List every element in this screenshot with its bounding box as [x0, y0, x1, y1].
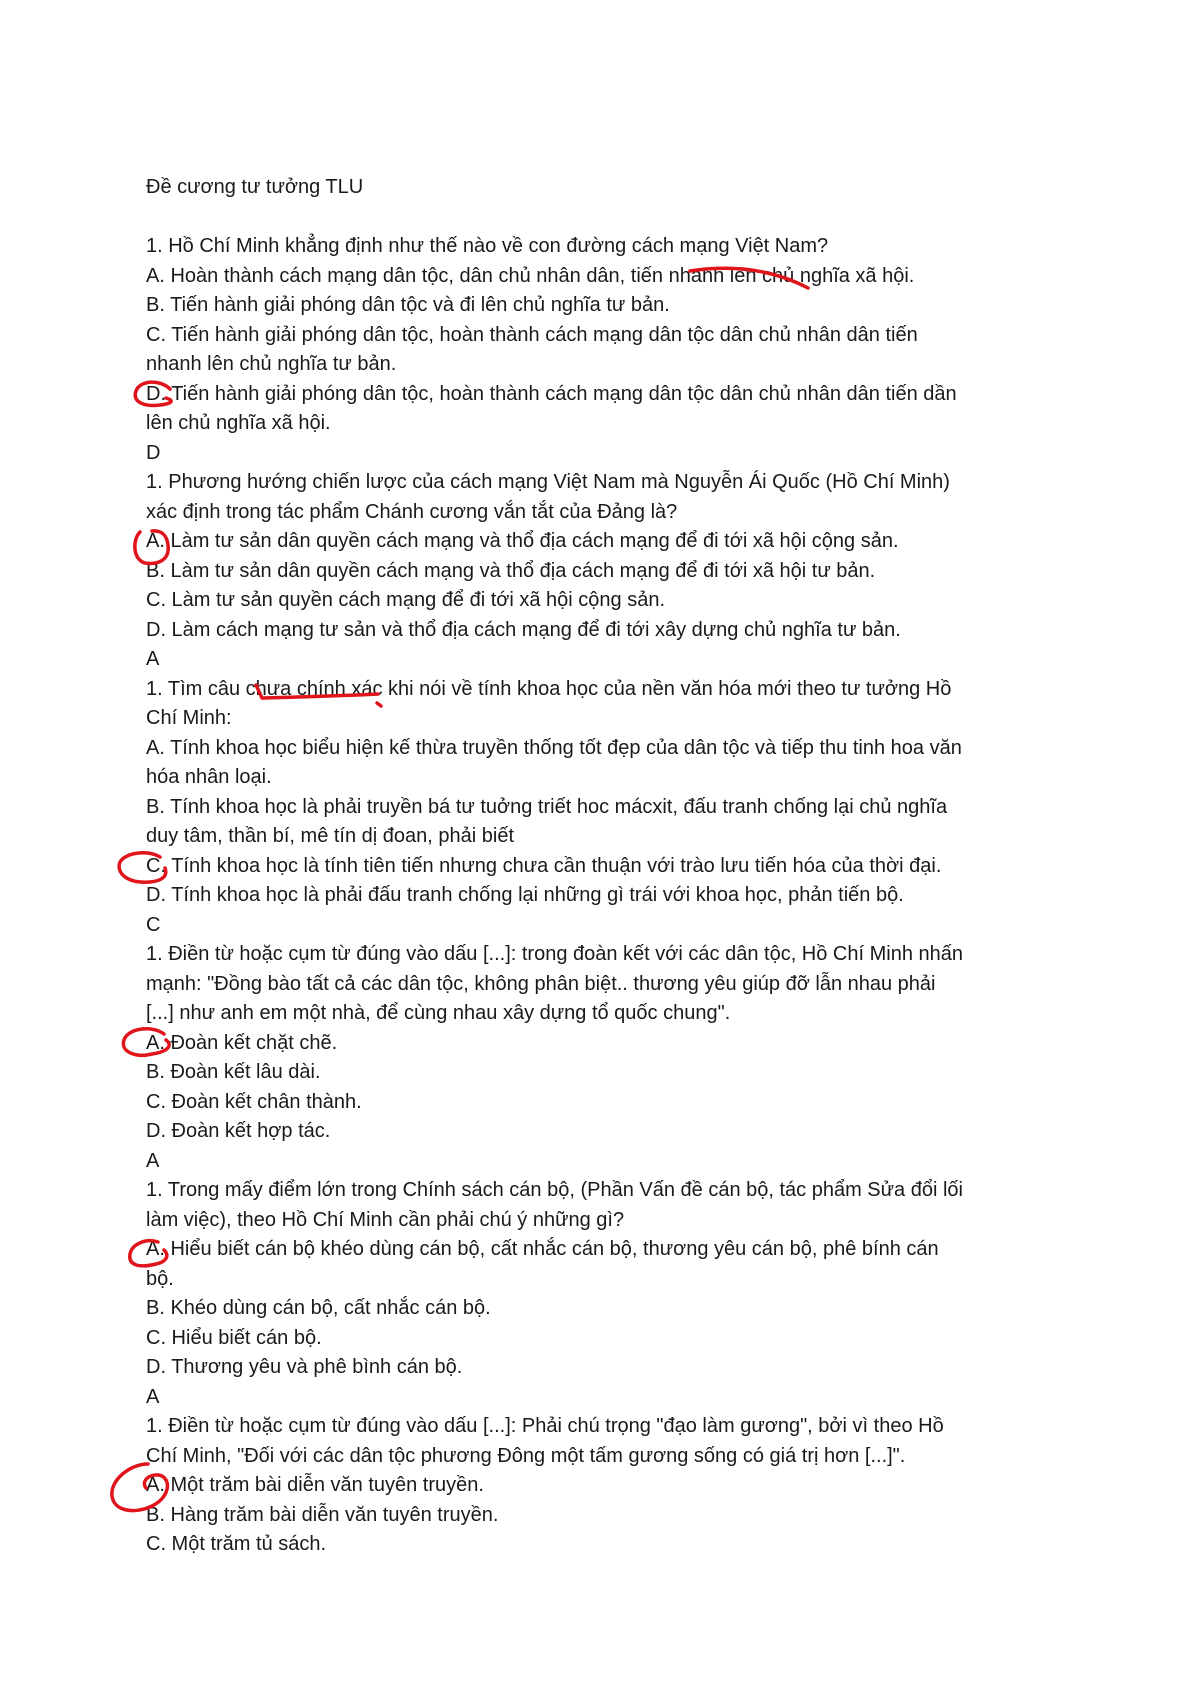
blank-line — [146, 203, 1086, 233]
question-text-continued: làm việc), theo Hồ Chí Minh cần phải chú ý những gì? — [146, 1208, 625, 1231]
option-b: B. Đoàn kết lâu dài. — [146, 1061, 321, 1083]
option-a: A. Đoàn kết chặt chẽ. — [146, 1031, 338, 1054]
option-d: D. Thương yêu và phê bình cán bộ. — [146, 1356, 463, 1378]
answer-key: C — [146, 913, 161, 936]
question-block — [146, 1176, 1086, 1412]
question-text-continued: Chí Minh, "Đối với các dân tộc phương Đông một tấm gương sống có giá trị hơn [...]". — [146, 1444, 906, 1467]
option-b: B. Khéo dùng cán bộ, cất nhắc cán bộ. — [146, 1297, 491, 1319]
answer-key: A — [146, 1385, 160, 1408]
option-c: C. Tính khoa học là tính tiên tiến nhưng chưa cần thuận với trào lưu tiến hóa của thời đại. — [146, 854, 942, 877]
question-text: 1. Tìm câu chưa chính xác khi nói về tính khoa học của nền văn hóa mới theo tư tưởng Hồ — [146, 677, 952, 700]
question-text-continued: xác định trong tác phẩm Chánh cương vắn tắt của Đảng là? — [146, 500, 678, 523]
option-c: C. Tiến hành giải phóng dân tộc, hoàn thành cách mạng dân tộc dân chủ nhân dân tiến — [146, 323, 918, 346]
document-title: Đề cương tư tưởng TLU — [146, 176, 364, 198]
option-b: B. Tính khoa học là phải truyền bá tư tuởng triết hoc mácxit, đấu tranh chống lại chủ nghĩa — [146, 795, 948, 818]
option-d-continued: lên chủ nghĩa xã hội. — [146, 412, 331, 434]
answer-key: D — [146, 441, 161, 464]
option-b: B. Làm tư sản dân quyền cách mạng và thổ địa cách mạng để đi tới xã hội tư bản. — [146, 559, 876, 582]
option-a-continued: bộ. — [146, 1267, 174, 1290]
option-d: D. Làm cách mạng tư sản và thổ địa cách mạng để đi tới xây dựng chủ nghĩa tư bản. — [146, 618, 901, 641]
question-block — [146, 232, 1086, 468]
option-a: A. Một trăm bài diễn văn tuyên truyền. — [146, 1474, 484, 1496]
question-text: 1. Trong mấy điểm lớn trong Chính sách cán bộ, (Phần Vấn đề cán bộ, tác phẩm Sửa đổi lối — [146, 1179, 963, 1201]
option-d: D. Đoàn kết hợp tác. — [146, 1120, 331, 1142]
option-c-continued: nhanh lên chủ nghĩa tư bản. — [146, 353, 397, 375]
option-a: A. Hoàn thành cách mạng dân tộc, dân chủ nhân dân, tiến nhanh lên chủ nghĩa xã hội. — [146, 264, 915, 287]
option-c: C. Làm tư sản quyền cách mạng để đi tới xã hội cộng sản. — [146, 589, 666, 611]
option-a: A. Hiểu biết cán bộ khéo dùng cán bộ, cất nhắc cán bộ, thương yêu cán bộ, phê bính cán — [146, 1238, 939, 1260]
question-block — [146, 1412, 1086, 1560]
answer-key: A — [146, 1149, 160, 1172]
option-a-continued: hóa nhân loại. — [146, 766, 272, 788]
question-text: 1. Phương hướng chiến lược của cách mạng Việt Nam mà Nguyễn Ái Quốc (Hồ Chí Minh) — [146, 471, 950, 493]
option-b: B. Tiến hành giải phóng dân tộc và đi lên chủ nghĩa tư bản. — [146, 294, 670, 316]
question-text-continued: Chí Minh: — [146, 707, 232, 729]
question-text: 1. Điền từ hoặc cụm từ đúng vào dấu [...]: Phải chú trọng "đạo làm gương", bởi vì theo Hồ — [146, 1415, 944, 1437]
question-text: 1. Điền từ hoặc cụm từ đúng vào dấu [...]: trong đoàn kết với các dân tộc, Hồ Chí Minh nhấn — [146, 943, 964, 965]
question-block — [146, 468, 1086, 675]
question-block — [146, 675, 1086, 941]
option-d: D. Tiến hành giải phóng dân tộc, hoàn thành cách mạng dân tộc dân chủ nhân dân tiến dần — [146, 382, 957, 405]
option-c: C. Hiểu biết cán bộ. — [146, 1326, 322, 1349]
question-text-continued: [...] như anh em một nhà, để cùng nhau xây dựng tổ quốc chung". — [146, 1002, 731, 1024]
question-text-continued: mạnh: "Đồng bào tất cả các dân tộc, không phân biệt.. thương yêu giúp đỡ lẫn nhau phải — [146, 972, 936, 995]
document-body — [146, 173, 1086, 1560]
option-c: C. Một trăm tủ sách. — [146, 1533, 327, 1555]
question-text: 1. Hồ Chí Minh khẳng định như thế nào về con đường cách mạng Việt Nam? — [146, 235, 829, 257]
answer-key: A — [146, 648, 160, 670]
option-c: C. Đoàn kết chân thành. — [146, 1090, 362, 1113]
option-b-continued: duy tâm, thần bí, mê tín dị đoan, phải biết — [146, 825, 515, 847]
option-a: A. Làm tư sản dân quyền cách mạng và thổ địa cách mạng để đi tới xã hội cộng sản. — [146, 530, 899, 552]
question-block — [146, 940, 1086, 1176]
option-a: A. Tính khoa học biểu hiện kế thừa truyền thống tốt đẹp của dân tộc và tiếp thu tinh hoa văn — [146, 736, 962, 759]
option-b: B. Hàng trăm bài diễn văn tuyên truyền. — [146, 1503, 499, 1526]
option-d: D. Tính khoa học là phải đấu tranh chống lại những gì trái với khoa học, phản tiến bộ. — [146, 884, 904, 906]
